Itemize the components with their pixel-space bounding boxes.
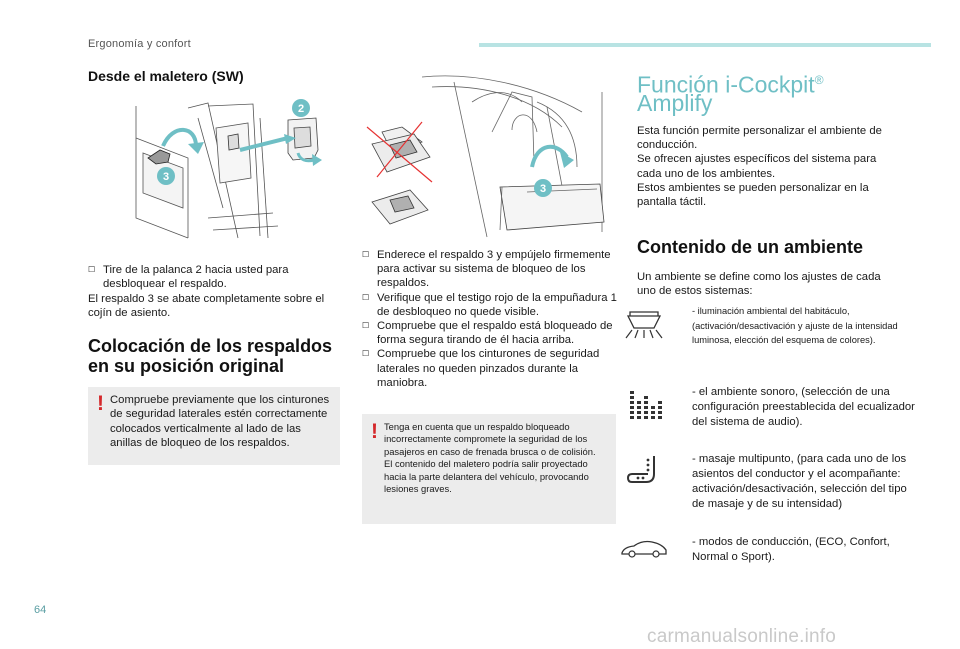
- svg-text:3: 3: [539, 183, 547, 195]
- massage-description: - masaje multipunto, (para cada uno de los asientos del conductor y el acompañante: activación/desactivación, selección del tipo de masaje y de su intensidad): [692, 453, 907, 510]
- section-title: Ergonomía y confort: [88, 38, 191, 50]
- locking-warning-box: [362, 414, 616, 524]
- callout-badge-2: [292, 99, 310, 117]
- page-number: 64: [34, 604, 47, 616]
- callout-badge-3: [534, 179, 552, 197]
- massage-seat-icon: [618, 452, 670, 492]
- checkbox-bullet-icon: ☐: [88, 265, 96, 274]
- backrest-raise-drawing: [362, 72, 616, 242]
- trunk-lever-drawing: [88, 98, 340, 248]
- step-item: ☐ Enderece el respaldo 3 y empújelo firmemente para activar su sistema de bloqueo de los respaldos.: [362, 249, 611, 290]
- ambience-item-drive-mode: [618, 535, 918, 575]
- checkbox-bullet-icon: ☐: [362, 292, 370, 302]
- callout-badge-3: [157, 167, 175, 185]
- trunk-lever-illustration: [88, 98, 340, 248]
- warning-icon: !: [97, 392, 104, 415]
- icockpit-title: Función i-Cockpit®: [637, 71, 824, 98]
- seatbelt-warning-box: [88, 387, 340, 465]
- pull-lever-step: ☐ Tire de la palanca 2 hacia usted para desbloquear el respaldo.: [88, 264, 289, 291]
- svg-text:2: 2: [297, 103, 305, 115]
- ambience-item-massage: [618, 452, 918, 530]
- step-item: ☐ Verifique que el testigo rojo de la empuñadura 1 de desbloqueo no quede visible.: [362, 291, 617, 318]
- checkbox-bullet-icon: ☐: [362, 321, 370, 331]
- checkbox-bullet-icon: ☐: [362, 349, 370, 359]
- backrest-raise-illustration: [362, 72, 616, 242]
- ambience-definition: Un ambiente se define como los ajustes de cada uno de estos sistemas:: [637, 271, 881, 298]
- checkbox-bullet-icon: ☐: [362, 250, 370, 259]
- backrest-folds-text: El respaldo 3 se abate completamente sobre el cojín de asiento.: [88, 293, 325, 320]
- repositioning-heading-line2: en su posición original: [88, 356, 285, 376]
- warning-icon: !: [371, 420, 378, 443]
- equalizer-icon: [618, 385, 670, 425]
- raise-backrest-steps: [362, 248, 624, 390]
- svg-text:3: 3: [162, 171, 170, 183]
- sound-description: - el ambiente sonoro, (selección de una configuración preestablecida del ecualizador del sistema de audio).: [692, 386, 915, 428]
- ambience-content-heading: Contenido de un ambiente: [637, 237, 864, 257]
- lighting-description: - iluminación ambiental del habitáculo, (activación/desactivación y ajuste de la intensidad luminosa, elección del esquema de colores).: [692, 306, 898, 346]
- icockpit-title-line2: Amplify: [637, 90, 713, 116]
- section-accent-bar: [479, 43, 931, 47]
- repositioning-heading-line1: Colocación de los respaldos: [88, 336, 333, 356]
- ambient-light-icon: [618, 304, 670, 344]
- drive-mode-description: - modos de conducción, (ECO, Confort, Normal o Sport).: [692, 536, 890, 563]
- step-item: ☐ Compruebe que los cinturones de seguridad laterales no queden pinzados durante la maniobra.: [362, 348, 600, 389]
- step-item: ☐ Compruebe que el respaldo está bloqueado de forma segura tirando de él hacia arriba.: [362, 320, 613, 347]
- seatbelt-warning-text: Compruebe previamente que los cinturones de seguridad laterales estén correctamente colocados verticalmente al lado de las anillas de bloqueo de los respaldos.: [110, 394, 330, 449]
- watermark: carmanualsonline.info: [647, 626, 837, 647]
- drive-mode-car-icon: [618, 535, 670, 565]
- locking-warning-text: Tenga en cuenta que un respaldo bloqueado incorrectamente compromete la seguridad de los pasajeros en caso de frenada brusca o de colisión. El contenido del maletero podría salir proyectado hacia la parte delantera del vehículo, provocando lesiones graves.: [384, 421, 596, 495]
- ambience-item-sound: [618, 385, 918, 447]
- ambience-item-lighting: [618, 304, 918, 366]
- icockpit-intro: Esta función permite personalizar el ambiente de conducción. Se ofrecen ajustes específicos del sistema para cada uno de los ambientes. Estos ambientes se pueden personalizar en la pantalla táctil.: [637, 125, 882, 209]
- trunk-heading: Desde el maletero (SW): [88, 68, 244, 84]
